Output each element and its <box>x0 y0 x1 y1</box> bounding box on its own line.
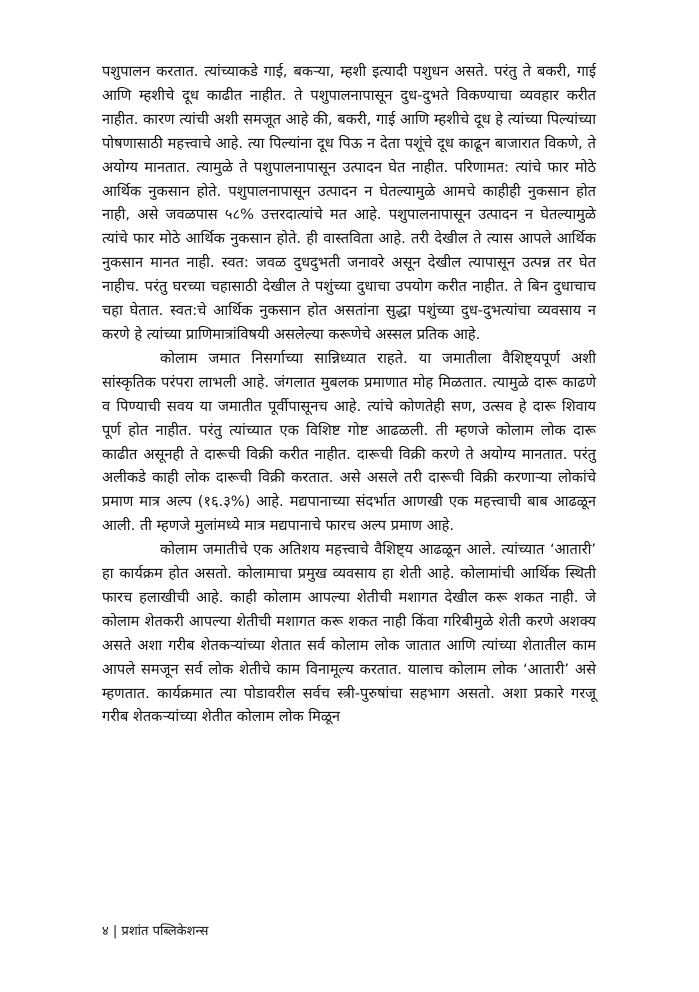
publisher-name: प्रशांत पब्लिकेशन्स <box>121 924 209 939</box>
page-footer <box>102 921 208 939</box>
page-body <box>102 60 596 729</box>
page-number: ४ <box>102 924 109 939</box>
paragraph-3: कोलाम जमातीचे एक अतिशय महत्त्वाचे वैशिष्ट्य आढळून आले. त्यांच्यात ‘आतारी’ हा कार्यक्रम होत असतो. कोलामाचा प्रमुख व्यवसाय हा शेती आहे. कोलामांची आर्थिक स्थिती फारच हलाखीची आहे. काही कोलाम आपल्या शेतीची मशागत देखील करू शकत नाही. जे कोलाम शेतकरी आपल्या शेतीची मशागत करू शकत नाही किंवा गरिबीमुळे शेती करणे अशक्य असते अशा गरीब शेतकऱ्यांच्या शेतात सर्व कोलाम लोक जातात आणि त्यांच्या शेतातील काम आपले समजून सर्व लोक शेतीचे काम विनामूल्य करतात. यालाच कोलाम लोक ‘आतारी’ असे म्हणतात. कार्यक्रमात त्या पोडावरील सर्वच स्त्री-पुरुषांचा सहभाग असतो. अशा प्रकारे गरजू गरीब शेतकऱ्यांच्या शेतीत कोलाम लोक मिळून <box>102 541 596 726</box>
footer-separator: | <box>112 924 122 939</box>
paragraph-2: कोलाम जमात निसर्गाच्या सान्निध्यात राहते. या जमातीला वैशिष्ट्यपूर्ण अशी सांस्कृतिक परंपरा लाभली आहे. जंगलात मुबलक प्रमाणात मोह मिळतात. त्यामुळे दारू काढणे व पिण्याची सवय या जमातीत पूर्वीपासूनच आहे. त्यांचे कोणतेही सण, उत्सव हे दारू शिवाय पूर्ण होत नाहीत. परंतु त्यांच्यात एक विशिष्ट गोष्ट आढळली. ती म्हणजे कोलाम लोक दारू काढीत असूनही ते दारूची विक्री करीत नाहीत. दारूची विक्री करणे ते अयोग्य मानतात. परंतु अलीकडे काही लोक दारूची विक्री करतात. असे असले तरी दारूची विक्री करणाऱ्या लोकांचे प्रमाण मात्र अल्प (१६.३%) आहे. मद्यपानाच्या संदर्भात आणखी एक महत्त्वाची बाब आढळून आली. ती म्हणजे मुलांमध्ये मात्र मद्यपानाचे फारच अल्प प्रमाण आहे. <box>102 349 596 535</box>
paragraph-1: पशुपालन करतात. त्यांच्याकडे गाई, बकऱ्या, म्हशी इत्यादी पशुधन असते. परंतु ते बकरी, गाई आणि म्हशीचे दूध काढीत नाहीत. ते पशुपालनापासून दुध-दुभते विकण्याचा व्यवहार करीत नाहीत. कारण त्यांची अशी समजूत आहे की, बकरी, गाई आणि म्हशीचे दूध हे त्यांच्या पिल्यांच्या पोषणासाठी महत्त्वाचे आहे. त्या पिल्यांना दूध पिऊ न देता पशूंचे दूध काढून बाजारात विकणे, ते अयोग्य मानतात. त्यामुळे ते पशुपालनापासून उत्पादन घेत नाहीत. परिणामत: त्यांचे फार मोठे आर्थिक नुकसान होते. पशुपालनापासून उत्पादन न घेतल्यामुळे आमचे काहीही नुकसान होत नाही, असे जवळपास ५८% उत्तरदात्यांचे मत आहे. पशुपालनापासून उत्पादन न घेतल्यामुळे त्यांचे फार मोठे आर्थिक नुकसान होते. ही वास्तविता आहे. तरी देखील ते त्यास आपले आर्थिक नुकसान मानत नाही. स्वत: जवळ दुधदुभती जनावरे असून देखील त्यापासून उत्पन्न तर घेत नाहीच. परंतु घरच्या चहासाठी देखील ते पशुंच्या दुधाचा उपयोग करीत नाहीत. ते बिन दुधाचाच चहा घेतात. स्वत:चे आर्थिक नुकसान होत असतांना सुद्धा पशुंच्या दुध-दुभत्यांचा व्यवसाय न करणे हे त्यांच्या प्राणिमात्रांविषयी असलेल्या करूणेचे अस्सल प्रतिक आहे. <box>102 63 596 343</box>
